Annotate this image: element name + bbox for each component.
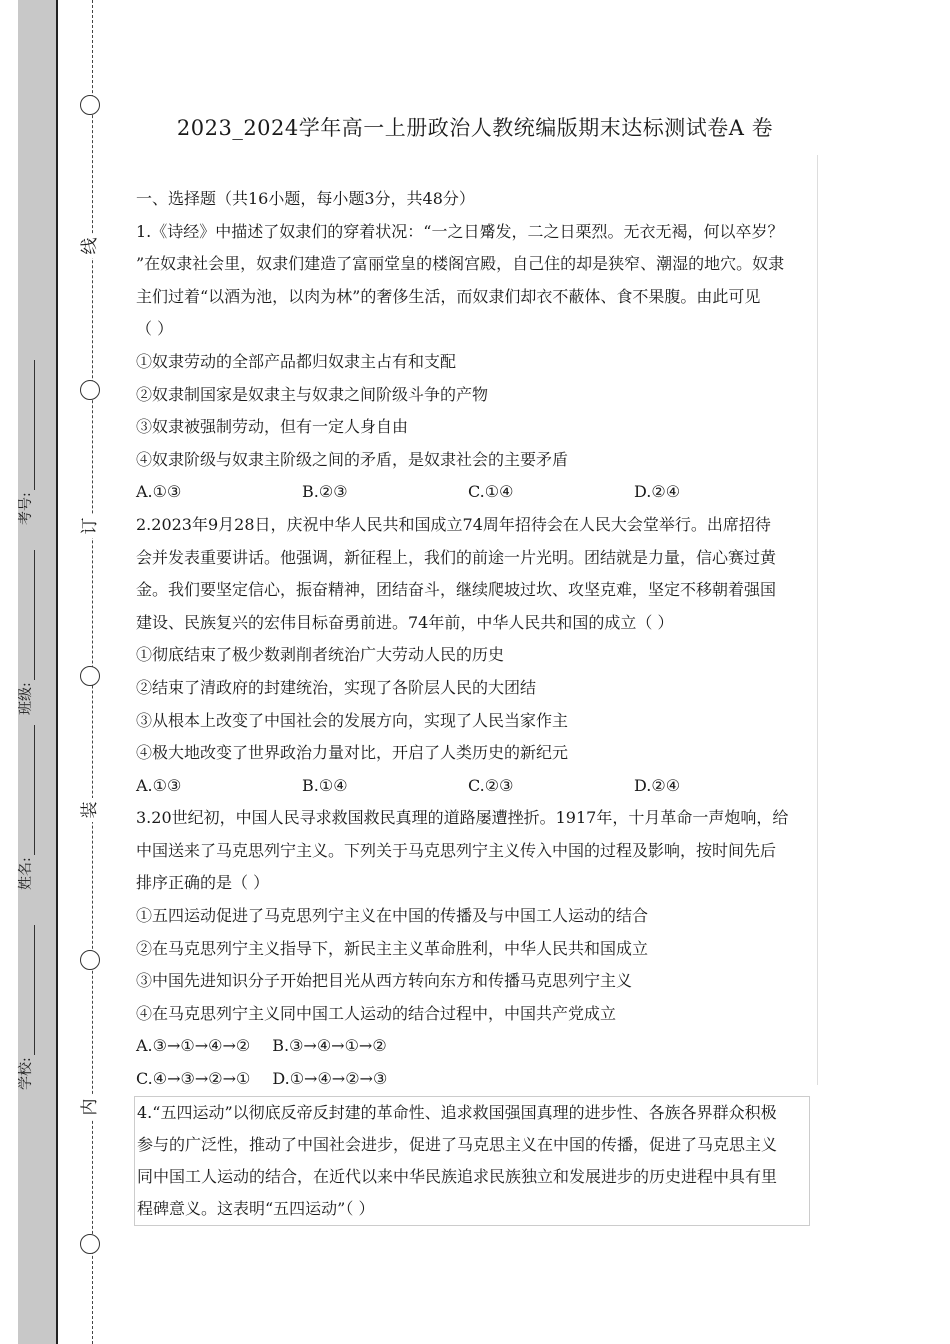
answer-options <box>136 1063 816 1096</box>
answer-options <box>136 476 816 509</box>
binding-hole <box>80 95 100 115</box>
option-d[interactable]: D.②④ <box>634 482 681 502</box>
question-4 <box>134 1096 810 1226</box>
answer-options <box>136 770 816 803</box>
statement-item: ①奴隶劳动的全部产品都归奴隶主占有和支配 <box>136 351 457 371</box>
name-label: 姓名: <box>18 857 34 890</box>
question-2 <box>136 509 816 802</box>
statement-item: ②结束了清政府的封建统治，实现了各阶层人民的大团结 <box>136 677 537 697</box>
question-text-line: 建设、民族复兴的宏伟目标奋勇前进。74年前，中华人民共和国的成立（ ） <box>136 612 674 632</box>
binding-hole <box>80 1234 100 1254</box>
binding-char-xian: 线 <box>80 234 100 258</box>
question-text-line: 3.20世纪初，中国人民寻求救国救民真理的道路屡遭挫折。1917年，十月革命一声炮响，给 <box>136 808 789 828</box>
statement-item: ③从根本上改变了中国社会的发展方向，实现了人民当家作主 <box>136 710 569 730</box>
binding-char-nei: 内 <box>80 1095 100 1119</box>
page-title: 2023_2024学年高一上册政治人教统编版期末达标测试卷A 卷 <box>176 116 774 140</box>
statement-item: ②在马克思列宁主义指导下，新民主主义革命胜利，中华人民共和国成立 <box>136 938 649 958</box>
option-d[interactable]: D.②④ <box>634 775 681 795</box>
binding-hole <box>80 380 100 400</box>
binding-hole <box>80 950 100 970</box>
question-text-line: 4.“五四运动”以彻底反帝反封建的革命性、追求救国强国真理的进步性、各族各界群众积极 <box>137 1102 777 1122</box>
option-a[interactable]: A.③→①→④→② <box>136 1036 251 1056</box>
binding-char-zhuang: 装 <box>80 798 100 822</box>
question-text-line: ”在奴隶社会里，奴隶们建造了富丽堂皇的楼阁宫殿，自己住的却是狭窄、潮湿的地穴。奴隶 <box>136 254 785 274</box>
school-label: 学校: <box>18 1057 34 1090</box>
statement-item: ④在马克思列宁主义同中国工人运动的结合过程中，中国共产党成立 <box>136 1003 617 1023</box>
option-b[interactable]: B.②③ <box>302 482 348 502</box>
name-field[interactable] <box>15 700 35 890</box>
option-c[interactable]: C.①④ <box>468 482 514 502</box>
content-edge <box>817 155 818 1085</box>
statement-item: ④极大地改变了世界政治力量对比，开启了人类历史的新纪元 <box>136 743 569 763</box>
option-a[interactable]: A.①③ <box>136 775 182 795</box>
binding-char-ding: 订 <box>80 514 100 538</box>
binding-hole <box>80 666 100 686</box>
exam-number-field[interactable] <box>15 335 35 525</box>
option-d[interactable]: D.①→④→②→③ <box>272 1069 388 1089</box>
section-heading: 一、选择题（共16小题，每小题3分，共48分） <box>136 189 475 208</box>
class-field[interactable] <box>15 525 35 715</box>
question-text-line: 主们过着“以酒为池，以肉为林”的奢侈生活，而奴隶们却衣不蔽体、食不果腹。由此可见 <box>136 286 761 306</box>
answer-options <box>136 1030 816 1063</box>
school-field[interactable] <box>15 900 35 1090</box>
statement-item: ④奴隶阶级与奴隶主阶级之间的矛盾，是奴隶社会的主要矛盾 <box>136 449 569 469</box>
question-text-line: 程碑意义。这表明“五四运动”（ ） <box>137 1198 375 1218</box>
question-text-line: 中国送来了马克思列宁主义。下列关于马克思列宁主义传入中国的过程及影响，按时间先后 <box>136 840 777 860</box>
statement-item: ①五四运动促进了马克思列宁主义在中国的传播及与中国工人运动的结合 <box>136 906 649 926</box>
option-c[interactable]: C.④→③→②→① <box>136 1069 251 1089</box>
statement-item: ③中国先进知识分子开始把目光从西方转向东方和传播马克思列宁主义 <box>136 971 633 991</box>
exam-number-label: 考号: <box>18 492 34 525</box>
class-label: 班级: <box>18 682 34 715</box>
option-a[interactable]: A.①③ <box>136 482 182 502</box>
question-text-line: 会并发表重要讲话。他强调，新征程上，我们的前途一片光明。团结就是力量，信心赛过黄 <box>136 547 777 567</box>
option-b[interactable]: B.①④ <box>302 775 348 795</box>
question-content <box>136 183 816 1226</box>
option-b[interactable]: B.③→④→①→② <box>272 1036 387 1056</box>
question-text-line: （ ） <box>136 319 174 339</box>
question-text-line: 金。我们要坚定信心，振奋精神，团结奋斗，继续爬坡过坎、攻坚克难，坚定不移朝着强国 <box>136 580 777 600</box>
question-text-line: 同中国工人运动的结合，在近代以来中华民族追求民族独立和发展进步的历史进程中具有里 <box>137 1166 778 1186</box>
option-c[interactable]: C.②③ <box>468 775 514 795</box>
question-1 <box>136 216 816 509</box>
question-text-line: 2.2023年9月28日，庆祝中华人民共和国成立74周年招待会在人民大会堂举行。出席招待 <box>136 514 771 534</box>
question-text-line: 1.《诗经》中描述了奴隶们的穿着状况：“一之日觱发，二之日栗烈。无衣无褐，何以卒岁？ <box>136 221 784 241</box>
question-text-line: 排序正确的是（ ） <box>136 873 270 893</box>
question-text-line: 参与的广泛性，推动了中国社会进步，促进了马克思主义在中国的传播，促进了马克思主义 <box>137 1134 778 1154</box>
statement-item: ①彻底结束了极少数剥削者统治广大劳动人民的历史 <box>136 645 505 665</box>
statement-item: ③奴隶被强制劳动，但有一定人身自由 <box>136 417 409 437</box>
statement-item: ②奴隶制国家是奴隶主与奴隶之间阶级斗争的产物 <box>136 384 489 404</box>
question-3 <box>136 802 816 1095</box>
